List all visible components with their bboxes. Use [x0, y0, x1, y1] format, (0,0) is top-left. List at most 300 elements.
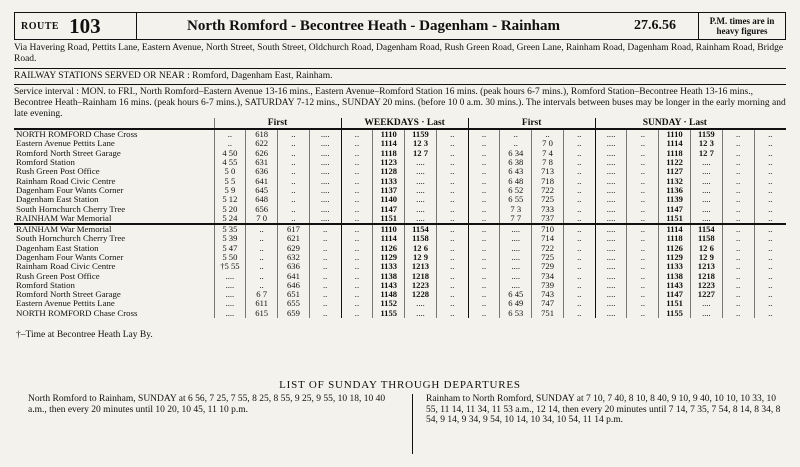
- time-cell: ..: [436, 176, 468, 185]
- time-cell: ..: [309, 299, 341, 308]
- time-cell: ..: [563, 176, 595, 185]
- time-cell: ..: [754, 234, 786, 243]
- time-cell: ..: [341, 224, 373, 234]
- time-cell: 1143: [373, 281, 405, 290]
- time-cell: 713: [532, 167, 564, 176]
- time-cell: 1151: [373, 214, 405, 224]
- time-cell: ..: [754, 214, 786, 224]
- time-cell: ..: [246, 271, 278, 280]
- time-cell: ....: [500, 244, 532, 253]
- time-cell: ....: [690, 176, 722, 185]
- time-cell: ..: [754, 204, 786, 213]
- time-cell: 1213: [690, 262, 722, 271]
- time-cell: 1147: [659, 290, 691, 299]
- time-cell: ..: [563, 158, 595, 167]
- timetable-row: [14, 309, 786, 318]
- time-cell: 1148: [373, 290, 405, 299]
- time-cell: ..: [563, 149, 595, 158]
- time-cell: ..: [563, 129, 595, 139]
- stop-name: Dagenham Four Wants Corner: [16, 185, 124, 195]
- footnote: †–Time at Becontree Heath Lay By.: [16, 330, 153, 340]
- time-cell: ....: [500, 281, 532, 290]
- time-cell: ..: [246, 262, 278, 271]
- time-cell: ..: [436, 244, 468, 253]
- time-cell: ....: [405, 299, 437, 308]
- time-cell: ..: [563, 195, 595, 204]
- stop-name: South Hornchurch Cherry Tree: [16, 204, 126, 214]
- time-cell: ....: [595, 244, 627, 253]
- time-cell: ..: [754, 195, 786, 204]
- timetable-row: [14, 176, 786, 185]
- time-cell: ..: [341, 290, 373, 299]
- time-cell: 1154: [405, 224, 437, 234]
- time-cell: ....: [690, 186, 722, 195]
- time-cell: ..: [278, 139, 310, 148]
- time-cell: ....: [309, 186, 341, 195]
- time-cell: ..: [341, 234, 373, 243]
- time-cell: ..: [468, 214, 500, 224]
- time-cell: 12 7: [405, 149, 437, 158]
- time-cell: 7 0: [532, 139, 564, 148]
- time-cell: 1114: [659, 139, 691, 148]
- time-cell: ....: [405, 309, 437, 318]
- time-cell: 718: [532, 176, 564, 185]
- time-cell: ....: [405, 204, 437, 213]
- time-cell: 729: [532, 262, 564, 271]
- timetable-row: [14, 167, 786, 176]
- time-cell: ..: [563, 214, 595, 224]
- timetable-row: [14, 290, 786, 299]
- timetable-row: [14, 139, 786, 148]
- time-cell: ....: [595, 214, 627, 224]
- time-cell: 1123: [373, 158, 405, 167]
- time-cell: ....: [595, 204, 627, 213]
- time-cell: ..: [754, 167, 786, 176]
- timetable-row: [14, 158, 786, 167]
- time-cell: ..: [341, 186, 373, 195]
- time-cell: ..: [341, 204, 373, 213]
- timetable-row: [14, 214, 786, 224]
- time-cell: 1122: [659, 158, 691, 167]
- time-cell: 1110: [373, 129, 405, 139]
- time-cell: 1223: [405, 281, 437, 290]
- time-cell: ..: [722, 299, 754, 308]
- time-cell: ....: [690, 214, 722, 224]
- time-cell: ..: [309, 234, 341, 243]
- timetable-row: [14, 234, 786, 243]
- time-cell: ..: [627, 299, 659, 308]
- time-cell: ..: [468, 271, 500, 280]
- stop-name: Dagenham East Station: [16, 195, 99, 205]
- time-cell: 648: [246, 195, 278, 204]
- time-cell: ..: [722, 149, 754, 158]
- time-cell: ..: [341, 139, 373, 148]
- time-cell: ..: [563, 299, 595, 308]
- time-cell: 12 3: [405, 139, 437, 148]
- time-cell: ..: [468, 139, 500, 148]
- time-cell: ..: [468, 176, 500, 185]
- time-cell: ..: [754, 186, 786, 195]
- time-cell: 1114: [373, 234, 405, 243]
- time-cell: 1127: [659, 167, 691, 176]
- time-cell: 12 9: [690, 253, 722, 262]
- time-cell: ..: [278, 129, 310, 139]
- time-cell: 1227: [690, 290, 722, 299]
- time-cell: ..: [246, 234, 278, 243]
- time-cell: ..: [468, 309, 500, 318]
- time-cell: 1126: [373, 244, 405, 253]
- time-cell: ..: [500, 129, 532, 139]
- time-cell: ..: [309, 309, 341, 318]
- stop-name: South Hornchurch Cherry Tree: [16, 234, 126, 244]
- time-cell: 611: [246, 299, 278, 308]
- time-cell: ..: [563, 290, 595, 299]
- time-cell: ..: [341, 129, 373, 139]
- time-cell: ..: [627, 167, 659, 176]
- time-cell: 12 3: [690, 139, 722, 148]
- time-cell: ..: [754, 129, 786, 139]
- time-cell: 1147: [373, 204, 405, 213]
- time-cell: 632: [278, 253, 310, 262]
- time-cell: ..: [341, 253, 373, 262]
- time-cell: ..: [563, 271, 595, 280]
- time-cell: ..: [309, 253, 341, 262]
- timetable-row: [14, 224, 786, 234]
- time-cell: ....: [690, 158, 722, 167]
- time-cell: 1133: [373, 262, 405, 271]
- time-cell: 1152: [373, 299, 405, 308]
- time-cell: ..: [563, 244, 595, 253]
- time-cell: ..: [436, 167, 468, 176]
- time-cell: ..: [627, 309, 659, 318]
- time-cell: 636: [278, 262, 310, 271]
- time-cell: ....: [500, 262, 532, 271]
- sunday-first-label: First: [468, 118, 595, 129]
- time-cell: ..: [627, 129, 659, 139]
- time-cell: ..: [627, 214, 659, 224]
- time-cell: ....: [690, 299, 722, 308]
- time-cell: 1114: [373, 139, 405, 148]
- time-cell: ..: [468, 299, 500, 308]
- timetable-row: [14, 186, 786, 195]
- time-cell: ..: [722, 262, 754, 271]
- time-cell: ..: [436, 149, 468, 158]
- time-cell: ....: [595, 139, 627, 148]
- time-cell: 722: [532, 186, 564, 195]
- time-cell: ..: [563, 139, 595, 148]
- time-cell: ....: [309, 195, 341, 204]
- service-interval: Service interval : MON. to FRI., North Romford–Eastern Avenue 13-16 mins., Eastern Avenue–Romford Station 16 mins. (peak hours 6-7 mins.), Romford Station–Becontree Heath 13-16 mins., Becontree Heath–Rainham 16 mins. (peak hours 6-7 mins.), SATURDAY 7-12 mins., SUNDAY 20 mins. (before 10 0 a.m. 30 mins.). The intervals between buses may be longer in the early morning and late evening.: [14, 87, 786, 119]
- time-cell: ..: [436, 186, 468, 195]
- through-departures-inbound: Rainham to North Romford, SUNDAY at 7 10, 7 40, 8 10, 8 40, 9 10, 9 40, 10 10, 10 33, 10 55, 11 14, 11 34, 11 53 a.m., 12 14, then every 20 minutes until 7 14, 7 35, 7 54, 8 14, 8 34, 8 54, 9 14, 9 34, 9 54, 10 14, 10 34, 10 54, 11 14 p.m.: [426, 394, 781, 425]
- time-cell: 6 34: [500, 149, 532, 158]
- time-cell: 12 6: [690, 244, 722, 253]
- time-cell: 4 55: [214, 158, 246, 167]
- time-cell: 6 52: [500, 186, 532, 195]
- time-cell: ..: [436, 309, 468, 318]
- time-cell: ..: [722, 309, 754, 318]
- time-cell: ..: [563, 253, 595, 262]
- timetable-row: [14, 271, 786, 280]
- time-cell: ..: [309, 271, 341, 280]
- time-cell: ....: [214, 290, 246, 299]
- time-cell: ..: [436, 129, 468, 139]
- time-cell: 1114: [659, 224, 691, 234]
- time-cell: 7 3: [500, 204, 532, 213]
- time-cell: ....: [595, 253, 627, 262]
- time-cell: ..: [563, 186, 595, 195]
- via-roads: Via Havering Road, Pettits Lane, Eastern Avenue, North Street, South Street, Oldchurch Road, Dagenham Road, Rush Green Road, Green Lane, Rainham Road, Dagenham Road, Rainham Road, Bridge Road.: [14, 43, 784, 64]
- time-cell: ....: [405, 195, 437, 204]
- time-cell: 1133: [659, 262, 691, 271]
- time-cell: ..: [468, 290, 500, 299]
- time-cell: ..: [627, 158, 659, 167]
- time-cell: 1228: [405, 290, 437, 299]
- time-cell: 1158: [405, 234, 437, 243]
- time-cell: ..: [468, 186, 500, 195]
- stop-name: RAINHAM War Memorial: [16, 213, 112, 223]
- time-cell: 6 43: [500, 167, 532, 176]
- time-cell: ..: [627, 149, 659, 158]
- time-cell: ....: [214, 271, 246, 280]
- time-cell: ..: [754, 244, 786, 253]
- time-cell: ..: [341, 149, 373, 158]
- time-cell: 621: [278, 234, 310, 243]
- time-cell: 1140: [373, 195, 405, 204]
- time-cell: 1126: [659, 244, 691, 253]
- timetable-row: [14, 195, 786, 204]
- time-cell: ..: [532, 129, 564, 139]
- time-cell: ..: [341, 214, 373, 224]
- stop-name: RAINHAM War Memorial: [14, 224, 214, 234]
- time-cell: ....: [309, 129, 341, 139]
- time-cell: 7 0: [246, 214, 278, 224]
- time-cell: ..: [436, 262, 468, 271]
- time-cell: 1110: [373, 224, 405, 234]
- timetable-row: [14, 149, 786, 158]
- route-title: North Romford - Becontree Heath - Dagenham - Rainham: [187, 17, 561, 34]
- time-cell: ..: [754, 253, 786, 262]
- route-number: 103: [69, 13, 101, 38]
- time-cell: ..: [722, 158, 754, 167]
- sunday-label: SUNDAY · Last: [595, 118, 754, 129]
- time-cell: ..: [278, 195, 310, 204]
- time-cell: ..: [436, 158, 468, 167]
- time-cell: ..: [563, 234, 595, 243]
- time-cell: ..: [722, 214, 754, 224]
- route-date: 27.6.56: [634, 18, 676, 33]
- time-cell: ....: [595, 167, 627, 176]
- time-cell: ....: [405, 176, 437, 185]
- stop-name: Rush Green Post Office: [16, 271, 100, 281]
- time-cell: ....: [595, 290, 627, 299]
- time-cell: ..: [436, 195, 468, 204]
- time-cell: ..: [754, 309, 786, 318]
- time-cell: ....: [405, 167, 437, 176]
- stop-name: Rush Green Post Office: [16, 167, 100, 177]
- time-cell: ..: [278, 186, 310, 195]
- time-cell: ....: [405, 186, 437, 195]
- time-cell: ....: [214, 309, 246, 318]
- time-cell: ..: [468, 234, 500, 243]
- time-cell: ..: [627, 204, 659, 213]
- time-cell: ..: [246, 224, 278, 234]
- time-cell: ..: [341, 244, 373, 253]
- time-cell: 710: [532, 224, 564, 234]
- time-cell: 751: [532, 309, 564, 318]
- time-cell: 1132: [659, 176, 691, 185]
- time-cell: 5 5: [214, 176, 246, 185]
- time-cell: 5 9: [214, 186, 246, 195]
- time-cell: 1155: [373, 309, 405, 318]
- time-cell: ....: [309, 158, 341, 167]
- time-cell: ..: [722, 253, 754, 262]
- time-cell: 1138: [373, 271, 405, 280]
- time-cell: ..: [563, 204, 595, 213]
- timetable: [14, 118, 786, 318]
- time-cell: 1118: [659, 149, 691, 158]
- time-cell: 656: [246, 204, 278, 213]
- time-cell: 739: [532, 281, 564, 290]
- time-cell: ..: [627, 253, 659, 262]
- time-cell: 1128: [373, 167, 405, 176]
- time-cell: ..: [722, 139, 754, 148]
- time-cell: ..: [214, 139, 246, 148]
- time-cell: ..: [563, 262, 595, 271]
- time-cell: ..: [722, 290, 754, 299]
- time-cell: 733: [532, 204, 564, 213]
- route-header: [14, 12, 786, 40]
- stop-name: Romford North Street Garage: [16, 290, 121, 300]
- time-cell: 5 24: [214, 214, 246, 224]
- time-cell: ....: [595, 186, 627, 195]
- time-cell: 1223: [690, 281, 722, 290]
- time-cell: ..: [722, 271, 754, 280]
- time-cell: ..: [468, 129, 500, 139]
- time-cell: 737: [532, 214, 564, 224]
- stop-name: Romford Station: [16, 157, 75, 168]
- time-cell: ..: [627, 244, 659, 253]
- time-cell: ....: [595, 149, 627, 158]
- time-cell: 631: [246, 158, 278, 167]
- time-cell: ..: [309, 224, 341, 234]
- time-cell: ..: [754, 139, 786, 148]
- route-label: ROUTE: [21, 20, 60, 32]
- time-cell: 1159: [405, 129, 437, 139]
- time-cell: ....: [309, 139, 341, 148]
- time-cell: ..: [754, 271, 786, 280]
- time-cell: ..: [563, 309, 595, 318]
- time-cell: ..: [309, 281, 341, 290]
- time-cell: 6 48: [500, 176, 532, 185]
- time-cell: ..: [754, 299, 786, 308]
- time-cell: 626: [246, 149, 278, 158]
- time-cell: 615: [246, 309, 278, 318]
- time-cell: 7 8: [532, 158, 564, 167]
- time-cell: 4 50: [214, 149, 246, 158]
- time-cell: 1138: [659, 271, 691, 280]
- time-cell: ..: [214, 129, 246, 139]
- time-cell: ..: [627, 195, 659, 204]
- column-divider: [412, 394, 413, 454]
- time-cell: ..: [722, 129, 754, 139]
- time-cell: ....: [595, 195, 627, 204]
- timetable-row: [14, 262, 786, 271]
- time-cell: 5 0: [214, 167, 246, 176]
- time-cell: ..: [468, 167, 500, 176]
- time-cell: ....: [595, 271, 627, 280]
- time-cell: 5 35: [214, 224, 246, 234]
- time-cell: ..: [278, 167, 310, 176]
- time-cell: ..: [246, 244, 278, 253]
- time-cell: 617: [278, 224, 310, 234]
- time-cell: ..: [436, 299, 468, 308]
- stop-name: Romford North Street Garage: [16, 148, 121, 158]
- time-cell: 743: [532, 290, 564, 299]
- time-cell: ..: [341, 167, 373, 176]
- time-cell: ..: [341, 262, 373, 271]
- time-cell: ..: [722, 281, 754, 290]
- timetable-row: [14, 253, 786, 262]
- sunday-through-title: LIST OF SUNDAY THROUGH DEPARTURES: [279, 379, 521, 391]
- time-cell: ..: [278, 176, 310, 185]
- time-cell: ....: [595, 158, 627, 167]
- time-cell: ..: [627, 234, 659, 243]
- time-cell: 6 38: [500, 158, 532, 167]
- time-cell: 1129: [659, 253, 691, 262]
- stop-name: Eastern Avenue Pettits Lane: [16, 139, 115, 149]
- time-cell: ..: [436, 214, 468, 224]
- time-cell: 641: [278, 271, 310, 280]
- time-cell: 646: [278, 281, 310, 290]
- time-cell: ..: [468, 204, 500, 213]
- pm-note: P.M. times are in heavy figures: [698, 13, 785, 39]
- time-cell: 1110: [659, 129, 691, 139]
- stop-name: Romford Station: [16, 280, 75, 290]
- time-cell: ..: [722, 186, 754, 195]
- time-cell: ....: [309, 204, 341, 213]
- time-cell: ..: [627, 281, 659, 290]
- time-cell: 714: [532, 234, 564, 243]
- time-cell: ..: [563, 167, 595, 176]
- time-cell: ..: [436, 281, 468, 290]
- time-cell: 1143: [659, 281, 691, 290]
- stop-name: Dagenham Four Wants Corner: [16, 252, 124, 262]
- time-cell: 1218: [690, 271, 722, 280]
- time-cell: ..: [468, 195, 500, 204]
- time-cell: 1139: [659, 195, 691, 204]
- railway-stations: RAILWAY STATIONS SERVED OR NEAR : Romford, Dagenham East, Rainham.: [14, 68, 786, 85]
- time-cell: 734: [532, 271, 564, 280]
- time-cell: ..: [627, 139, 659, 148]
- time-cell: ..: [278, 149, 310, 158]
- time-cell: ..: [468, 158, 500, 167]
- time-cell: ..: [754, 149, 786, 158]
- time-cell: ..: [341, 299, 373, 308]
- stop-name: NORTH ROMFORD Chase Cross: [14, 129, 214, 139]
- time-cell: ..: [722, 244, 754, 253]
- time-cell: ..: [278, 158, 310, 167]
- time-cell: 655: [278, 299, 310, 308]
- time-cell: ..: [754, 262, 786, 271]
- time-cell: ....: [595, 234, 627, 243]
- time-cell: ..: [468, 224, 500, 234]
- time-cell: 1147: [659, 204, 691, 213]
- time-cell: ..: [754, 176, 786, 185]
- timetable-row: [14, 281, 786, 290]
- time-cell: ..: [627, 186, 659, 195]
- time-cell: ..: [468, 253, 500, 262]
